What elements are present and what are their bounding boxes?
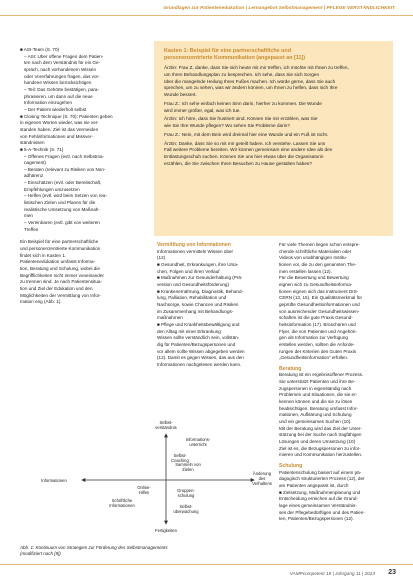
body-text-line: realistische Umsetzung von Maßnah- <box>24 206 100 212</box>
running-head-text: Grundlagen zur Patientenedukation | Lernangebot Selbstmanagement | PFLEGE VERSTÄNDLICHKEIT <box>163 5 395 10</box>
dialogue-line: Frau Z.: Nein, mit dem Bein wird dreimal hier eine Wunde und ein Fuß ist nicht. <box>164 131 329 137</box>
body-text-line: men erstellen lassen (12). <box>279 268 332 274</box>
body-text-line: Beratung ist ein ergebnisoffener Prozess. <box>279 372 364 378</box>
body-text-line: vor allem sollte Wissen abgegeben werden <box>157 348 245 354</box>
dialogue-paragraph <box>164 116 385 130</box>
body-text-line: Begrifflichkeiten nicht immer voneinander <box>20 272 104 278</box>
body-text-line: – Der Patient wiederholt selbst <box>24 106 87 112</box>
caption-line: (modifiziert nach [9]) <box>20 551 61 557</box>
running-head <box>0 0 413 16</box>
caption-line: Abb. 1: Kontinuum von Strategien zur Förderung des Selbstmanagements <box>20 545 168 550</box>
journal-issue: VAMPcompetent 18 | Jahrgang 11 | 2023 <box>289 571 375 576</box>
body-text-line: Flyer, die von Patienten und Angehöri- <box>279 328 357 334</box>
axis-label-left <box>41 478 67 483</box>
body-text-line: im Zusammenhang mit Behandlungs- <box>157 308 234 314</box>
body-text-line: den Alltag mit einer Erkrankung <box>157 328 221 334</box>
info-box-title-line: Kasten 1: Beispiel für eine partnerschaftliche und <box>164 48 292 54</box>
body-text-line: tion und Ziel der Edukation und den <box>20 285 93 291</box>
strategy-label <box>177 488 195 498</box>
dialogue-line: Entlastungsschuh suchen. Können Sie uns hier etwas über die Organisatorin <box>164 154 324 159</box>
body-text-line: eignen sich zu Gesundheitsinforma- <box>279 281 353 287</box>
body-text-line: – ASI: Uber offene Fragen dem Patien- <box>24 53 104 59</box>
strategy-label <box>173 504 199 514</box>
body-text-line: gen als Information zur Verfügung <box>279 335 348 341</box>
strategy-label-line: Online- <box>137 485 151 490</box>
body-text-line: ■ Krankenernährung, Diagnostik, Behand- <box>157 288 244 294</box>
body-text-line: Lösungen und deren Umsetzung (10) <box>279 439 356 445</box>
axis-label-left-line: Informationen <box>41 478 67 483</box>
strategy-label-line: Sammeln von <box>175 462 201 467</box>
strategy-label-line: Informationen <box>109 503 135 508</box>
body-text-line: Informationen nachgelesen werden kann. <box>157 361 242 367</box>
body-text-line: ■ 5-A-Technik (S. 71) <box>20 146 64 152</box>
body-text-line: Patientenschulung basiert auf einem pä- <box>279 469 362 475</box>
body-text-line: beabsichtigen. Beratung umfasst Infor- <box>279 405 358 411</box>
strategy-label-line: Hilfen <box>138 490 150 495</box>
axis-label-right-line: des <box>258 476 266 481</box>
page-footer <box>0 564 413 585</box>
axis-label-right <box>252 471 272 486</box>
body-text-line: – Helfen (evtl. wird beim Setzen von rea- <box>24 193 107 199</box>
body-text-line: maßnahmen <box>157 315 183 321</box>
body-text-line: lage eines gemeinsamen Verständnis- <box>279 502 357 508</box>
body-text-line: kennen können und die sie zu lösen <box>279 399 353 405</box>
strategy-label-line: schulung <box>177 493 195 498</box>
body-text-line: tion, Beratung und Schulung, wobei die <box>20 266 100 271</box>
body-text-line: stützung bei der Suche nach tragfähigen <box>279 432 362 438</box>
body-text-line: Sie unterstützt Patienten und ihre Be- <box>279 379 356 385</box>
body-text-line: spräch, nach vorhandenem Wissen <box>24 66 97 72</box>
body-text-line: ten nach dem Verständnis für ein Ge- <box>24 60 101 66</box>
dialogue-paragraph <box>164 141 385 168</box>
body-text-line: von Fehlinformationen und Missver- <box>20 133 94 139</box>
dialogue-line: Ärztin: Frau Z, danke, dass Sie sich heute mit mir treffen, ich möchte mit Ihnen zu treffen, <box>164 65 349 70</box>
body-text-line: ■ Closing Technique (S. 70): Patienten geben <box>20 113 113 119</box>
body-text-line: zu trennen sind. Je nach Patientensitua- <box>20 279 102 285</box>
dialogue-line: erzählen, die Sie zwischen Ihren Besuchen zu Hause gestalten haben? <box>164 160 313 166</box>
body-text-line: ■ ASI-Team (S. 70) <box>20 47 60 52</box>
body-text-line: in eigenen Worten wieder, was sie ver- <box>20 120 99 126</box>
strategy-label-line: Schriftliche <box>111 498 133 503</box>
body-text-line: schaften ist die gute Praxis Gesund- <box>279 315 353 321</box>
body-text-line: oder Vorerfahrungen fragen, das vor- <box>24 73 100 79</box>
body-text-line: Ziel ist es, die Bezugspersonen zu infor- <box>279 445 361 451</box>
body-text-line: men <box>24 213 33 219</box>
dialogue-line: Ärztin: Danke, dass Sie so mit mir geteilt haben. Ich verstehe. Lassen Sie uns <box>164 140 326 146</box>
dialogue-line: um Ihren Behandlungsplan zu besprechen. Ich sehe, dass Sie sich Sorgen <box>164 71 320 77</box>
body-text-line: ■ Pflege und Krankheitsbewältigung und <box>157 321 240 327</box>
body-text-line: findet sich in Kasten 1. <box>20 252 67 258</box>
body-text-line: vention und Gesundheitsförderung) <box>157 281 230 287</box>
dialogue-paragraph <box>164 101 385 115</box>
body-text-line: tionen eignen sich das Instrument DIS- <box>279 288 359 294</box>
axis-label-bottom-line: Fertigkeiten <box>155 528 177 533</box>
body-text-line: zugspersonen in eigenständig nach <box>279 385 352 391</box>
info-box-body <box>154 62 393 168</box>
axis-label-top-line: Selbst- <box>159 420 173 425</box>
body-text-line: standen haben. Ziel ist das Vermeiden <box>20 126 99 132</box>
dialogue-line: Wunde bessert. <box>164 92 197 97</box>
body-text-line: phrasieren, um dann auf die neue <box>24 93 93 99</box>
body-text-line: nagement) <box>24 160 46 166</box>
body-text-line: mationen, Aufklärung und Schulung <box>279 412 352 418</box>
strategy-label-line: Gruppen- <box>177 488 195 493</box>
dialogue-line: über die mangelnde Heilung Ihres Fußes machen. Ich würde gerne, dass Sie auch <box>164 78 336 84</box>
footer-rule <box>0 564 413 565</box>
page-number: 23 <box>388 569 396 576</box>
strategy-label-line: unterricht <box>189 442 207 447</box>
body-text-line: – Einschätzen (evtl. oder Bereitschaft, <box>24 180 102 186</box>
dialogue-line: sprechen, um zu sehen, was wir ändern können, um Ihnen zu helfen, dass sich Ihre <box>164 85 338 91</box>
section-heading: Schulung <box>279 463 303 469</box>
middle-column <box>157 242 275 368</box>
body-text-line: geprüfte Gesundheitsinformationen und <box>279 301 360 307</box>
dialogue-line: Frau Z.: Ich sehe einfach keinen Sinn darin, hierher zu kommen. Die Wunde <box>164 100 322 106</box>
axis-label-bottom <box>155 528 178 533</box>
axis-label-top <box>155 420 176 430</box>
axis-label-right-line: Verhaltens <box>252 481 272 486</box>
left-column <box>20 47 148 306</box>
body-text-line: ten, Patienten/Bezugspersonen (12). <box>279 516 354 522</box>
body-text-line: chen, Folgen und ihren Verlauf <box>157 268 220 274</box>
strategy-label <box>137 485 151 495</box>
body-text-line: „Gesundheitsinformation“ erfüllen. <box>279 355 349 361</box>
body-text-line: ■ Gesundheit, Erkrankungen, ihre Ursa- <box>157 261 239 267</box>
body-text-line: ■ Maßnahmen zur Gesunderhaltung (Prä- <box>157 275 243 281</box>
strategy-label <box>109 498 135 508</box>
dialogue-line: Ärztin: Ich höre, dass Sie frustriert sind. Können Sie mir erzählen, was Sie <box>164 116 318 122</box>
body-text-line: tionen vor, die zu den genannten The- <box>279 261 357 267</box>
body-text-line: Für viele Themen liegen schon entspre- <box>279 242 360 247</box>
body-text-line: und ein gemeinsames Suchen (10). <box>279 419 352 425</box>
body-text-line: mation eng (Abb. 1). <box>20 299 62 305</box>
strategy-label-line: Coaching <box>171 458 189 463</box>
body-text-line: Problemen und Situationen, die sie er- <box>279 392 358 398</box>
body-text-line: ■ Zielsetzung, Maßnahmenplanung und <box>279 489 361 495</box>
body-text-line: erstellen werden, sollten die Anforde- <box>279 341 355 347</box>
right-column <box>279 242 397 523</box>
dialogue-paragraph <box>164 65 385 99</box>
strategy-label-line: überwachung <box>173 509 199 514</box>
section-heading-information: Vermittlung von Informationen <box>157 242 231 248</box>
body-text-line: und personenzentrierte Kommunikation <box>20 246 101 252</box>
body-text-line: Wissen sollte verständlich sein, vollstän- <box>157 335 240 341</box>
figure-caption <box>20 545 168 557</box>
info-box-title-line: personenzentrierte Kommunikation (angepasst an [11]) <box>164 55 306 61</box>
axis-label-right-line: Änderung <box>252 471 272 476</box>
body-text-line: CERN (13, 15). Ein Qualitätsmerkmal für <box>279 295 362 301</box>
body-text-line: Entscheidung erreichen auf die Grund- <box>279 496 358 502</box>
strategy-label-line: Selbst- <box>173 453 187 458</box>
body-text-line: rungen der Kriterien des Guten Praxis <box>279 348 357 354</box>
body-text-line: (12). Damit es gegen Wissen, das aus den <box>157 355 244 361</box>
body-text-line: Informationen vermitteln Wissen über <box>157 248 234 254</box>
strategy-continuum-diagram <box>18 420 278 545</box>
body-text-line: lung, Palliation, Rehabilitation und <box>157 295 227 301</box>
body-text-line: Möglichkeiten der Vermittlung von Infor- <box>20 292 101 298</box>
body-text-line: Empfehlungen umzusetzen <box>24 186 80 192</box>
strategy-label-line: Selbst- <box>179 504 193 509</box>
body-text-line: dagogisch strukturierten Prozess (12), der <box>279 476 365 482</box>
body-text-line: handene Wissen berücksichtigen <box>24 80 92 86</box>
body-text-line: Patientenedukation umfasst Informa- <box>20 259 96 265</box>
body-text-line: Nachsorge, sowie Chancen und Risiken <box>157 301 239 307</box>
body-text-line: – Beraten (relevant zu Risiken von Non- <box>24 166 106 172</box>
info-box-title <box>154 41 393 62</box>
body-text-line: chende schriftliche Materialien oder <box>279 248 352 254</box>
body-text-line: – Vereinbaren (evtl. gibt von weiteren <box>24 220 100 226</box>
body-text-line: Für die Bewertung und Bewertung <box>279 275 349 281</box>
body-text-line: – Offenes Fragen (evtl. nach Selbstma- <box>24 153 105 159</box>
dialogue-line: wird immer größer, egal, was ich tue. <box>164 107 241 113</box>
strategy-label <box>175 462 201 472</box>
body-text-line: am Patienten angepasst ist, durch <box>279 482 349 488</box>
body-text-line: – Teil: Das Gehörte bestätigen, para- <box>24 86 99 92</box>
body-text-line: adhärenz <box>24 173 44 179</box>
body-text-line: listischen Zielen und Planen für die <box>24 200 96 206</box>
body-text-line: ständnissen <box>20 140 45 146</box>
body-text-line: (12) <box>157 255 166 261</box>
body-text-line: Treffen <box>24 226 39 232</box>
body-text-line: Mit der Beratung wird das Ziel der Unter- <box>279 425 362 431</box>
strategy-label-line: Informations- <box>185 437 211 442</box>
body-text-line: mieren und Kommunikation herzustellen. <box>279 452 363 458</box>
body-text-line: Information einzugehen <box>24 100 73 106</box>
body-text-line: von ausreichender Gesundheitswissen- <box>279 308 360 314</box>
info-box-kasten-1 <box>154 41 393 236</box>
body-text-line: Ein Beispiel für eine partnerschaftliche <box>20 239 99 245</box>
body-text-line: Videos von unabhängigen Institu- <box>279 255 348 261</box>
axis-label-top-line: verständnis <box>155 425 177 430</box>
body-text-line: dig für Patienten/Bezugspersonen und <box>157 341 236 347</box>
dialogue-line: Fall weitere Probleme bereiten. Wir können gemeinsam eine andere Idee als den <box>164 147 333 153</box>
dialogue-paragraph <box>164 132 385 139</box>
strategy-label-line: Zielen <box>182 467 194 472</box>
section-heading: Beratung <box>279 365 302 372</box>
body-text-line: ses der Pflegebedürftigen und des Patien- <box>279 509 365 515</box>
dialogue-line: wie Sie Ihre Wunde pflegen? Wo sehen Sie Probleme darin? <box>164 123 290 128</box>
strategy-label <box>186 437 211 447</box>
body-text-line: heitsinformation (17). Broschüren und <box>279 321 356 327</box>
